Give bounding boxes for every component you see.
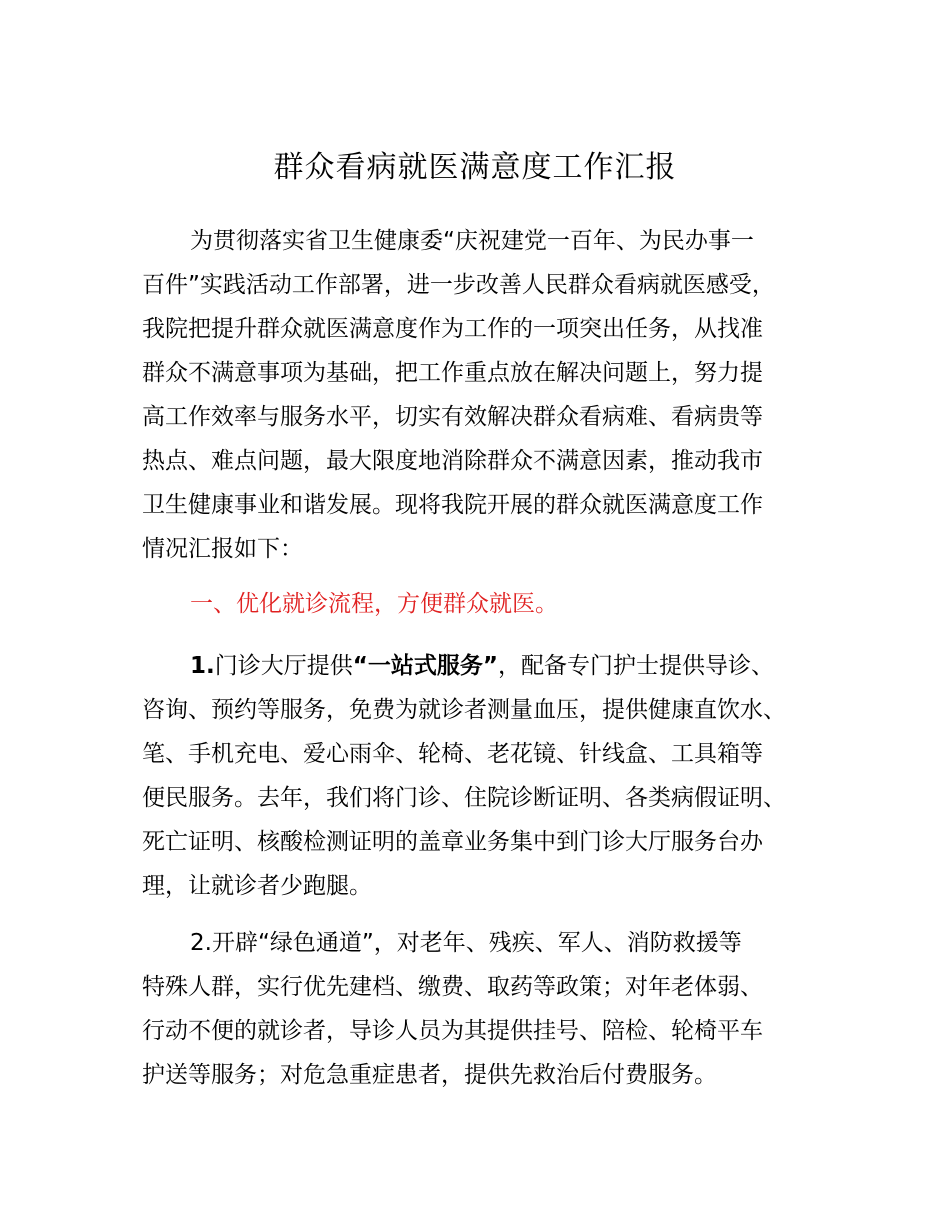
item-2-paragraph — [142, 921, 822, 1097]
paragraph-line: 群众不满意事项为基础，把工作重点放在解决问题上，努力提 — [142, 360, 763, 386]
paragraph-line: 2.开辟“绿色通道”，对老年、残疾、军人、消防救援等 — [190, 930, 742, 956]
paragraph-line: 高工作效率与服务水平，切实有效解决群众看病难、看病贵等 — [142, 404, 763, 430]
paragraph-line: 特殊人群，实行优先建档、缴费、取药等政策；对年老体弱、 — [142, 974, 763, 1000]
item-1-paragraph — [142, 644, 822, 908]
document-title: 群众看病就医满意度工作汇报 — [273, 150, 677, 185]
paragraph-line: 便民服务。去年，我们将门诊、住院诊断证明、各类病假证明、 — [142, 785, 786, 811]
section-heading: 一、优化就诊流程，方便群众就医。 — [190, 591, 558, 617]
paragraph-line: 笔、手机充电、爱心雨伞、轮椅、老花镜、针线盒、工具箱等 — [142, 741, 763, 767]
paragraph-line: 死亡证明、核酸检测证明的盖章业务集中到门诊大厅服务台办 — [142, 829, 763, 855]
paragraph-line: 情况汇报如下： — [142, 536, 303, 562]
paragraph-line: 理，让就诊者少跑腿。 — [142, 873, 372, 899]
paragraph-line: 百件”实践活动工作部署，进一步改善人民群众看病就医感受， — [142, 272, 775, 298]
paragraph-line: 卫生健康事业和谐发展。现将我院开展的群众就医满意度工作 — [142, 492, 763, 518]
item-1-number: 1. — [190, 653, 215, 679]
paragraph-line: 为贯彻落实省卫生健康委“庆祝建党一百年、为民办事一 — [190, 228, 754, 254]
paragraph-line: 行动不便的就诊者，导诊人员为其提供挂号、陪检、轮椅平车 — [142, 1018, 763, 1044]
paragraph-line: 我院把提升群众就医满意度作为工作的一项突出任务，从找准 — [142, 316, 763, 342]
item-1-text-a: 门诊大厅提供 — [214, 653, 353, 679]
item-1-text-b: ，配备专门护士提供导诊、 — [497, 653, 774, 679]
item-1-first-line — [142, 644, 822, 688]
paragraph-line: 咨询、预约等服务，免费为就诊者测量血压，提供健康直饮水、 — [142, 697, 786, 723]
item-1-quote: “一站式服务” — [352, 653, 498, 679]
intro-paragraph — [142, 219, 822, 571]
paragraph-line: 护送等服务；对危急重症患者，提供先救治后付费服务。 — [142, 1062, 717, 1088]
paragraph-line: 热点、难点问题，最大限度地消除群众不满意因素，推动我市 — [142, 448, 763, 474]
section-heading-block — [142, 582, 822, 626]
